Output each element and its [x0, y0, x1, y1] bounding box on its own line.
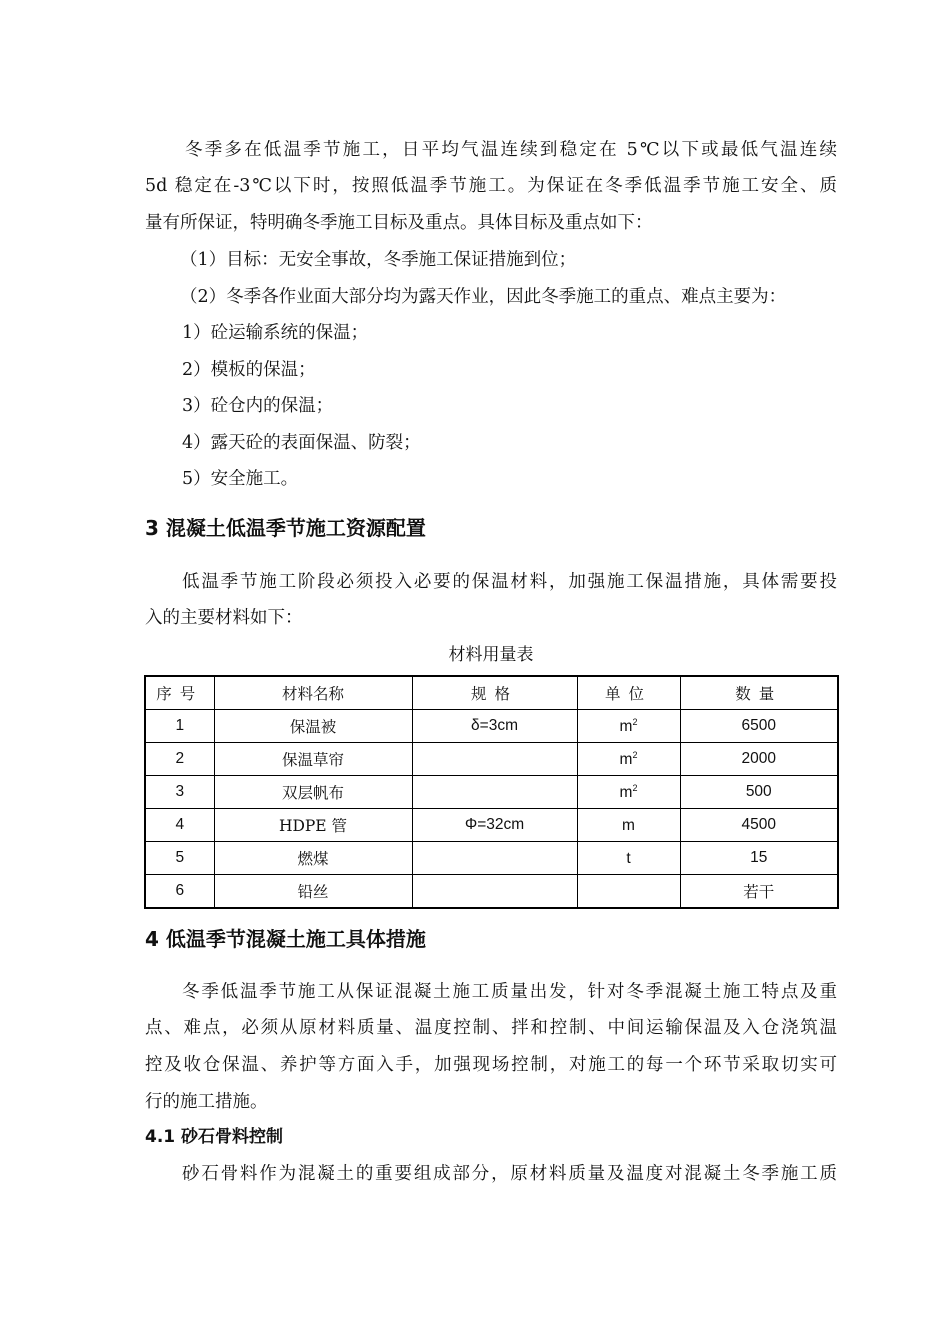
goal-line: （1）目标：无安全事故，冬季施工保证措施到位； [180, 250, 577, 270]
cell-unit: t [577, 842, 680, 875]
col-header-name: 材料名称 [214, 676, 412, 710]
table-header-row [145, 676, 838, 710]
cell-name: HDPE 管 [214, 809, 412, 842]
cell-spec: δ=3cm [412, 710, 577, 743]
intro-line-1: 冬季多在低温季节施工，日平均气温连续到稳定在 5℃以下或最低气温连续 [185, 140, 837, 160]
cell-spec: Φ=32cm [412, 809, 577, 842]
cell-spec [412, 776, 577, 809]
list-item: 3）砼仓内的保温； [182, 396, 334, 416]
cell-unit: m [577, 809, 680, 842]
cell-unit: $m^2$ [577, 710, 680, 743]
section-3-heading: 3 混凝土低温季节施工资源配置 [145, 516, 426, 540]
table-row [145, 710, 838, 743]
section-4-para-line-3: 控及收仓保温、养护等方面入手，加强现场控制，对施工的每一个环节采取切实可 [145, 1055, 837, 1075]
cell-no: 2 [145, 743, 214, 776]
cell-name: 保温被 [214, 710, 412, 743]
cell-unit [577, 875, 680, 909]
col-header-spec: 规格 [412, 676, 577, 710]
table-row [145, 809, 838, 842]
col-header-unit: 单位 [577, 676, 680, 710]
table-row [145, 776, 838, 809]
cell-no: 1 [145, 710, 214, 743]
list-item: 4）露天砼的表面保温、防裂； [182, 433, 421, 453]
list-item: 5）安全施工。 [182, 469, 299, 489]
cell-name: 双层帆布 [214, 776, 412, 809]
cell-qty: 15 [680, 842, 838, 875]
section-4-para-line-2: 点、难点，必须从原材料质量、温度控制、拌和控制、中间运输保温及入仓浇筑温 [145, 1018, 837, 1038]
intro-line-2: 5d 稳定在-3℃以下时，按照低温季节施工。为保证在冬季低温季节施工安全、质 [145, 176, 837, 196]
intro-line-3: 量有所保证，特明确冬季施工目标及重点。具体目标及重点如下： [145, 213, 653, 233]
cell-unit: $m^2$ [577, 743, 680, 776]
section-4-heading: 4 低温季节混凝土施工具体措施 [145, 927, 426, 951]
cell-no: 4 [145, 809, 214, 842]
cell-no: 3 [145, 776, 214, 809]
cell-spec [412, 875, 577, 909]
col-header-no: 序号 [145, 676, 214, 710]
cell-name: 燃煤 [214, 842, 412, 875]
materials-table [144, 675, 839, 909]
cell-name: 保温草帘 [214, 743, 412, 776]
section-4-para-line-4: 行的施工措施。 [145, 1092, 268, 1112]
cell-qty: 2000 [680, 743, 838, 776]
cell-qty: 6500 [680, 710, 838, 743]
table-caption: 材料用量表 [448, 645, 534, 665]
subsection-4-1-line-1: 砂石骨料作为混凝土的重要组成部分，原材料质量及温度对混凝土冬季施工质 [182, 1164, 837, 1184]
col-header-qty: 数量 [680, 676, 838, 710]
section-3-para-line-1: 低温季节施工阶段必须投入必要的保温材料，加强施工保温措施，具体需要投 [182, 572, 837, 592]
cell-spec [412, 743, 577, 776]
cell-no: 5 [145, 842, 214, 875]
table-row [145, 842, 838, 875]
cell-qty: 4500 [680, 809, 838, 842]
table-row [145, 743, 838, 776]
cell-qty: 若干 [680, 875, 838, 909]
cell-no: 6 [145, 875, 214, 909]
cell-name: 铅丝 [214, 875, 412, 909]
subsection-4-1-heading: 4.1 砂石骨料控制 [145, 1127, 284, 1147]
list-item: 1）砼运输系统的保温； [182, 323, 369, 343]
table-row [145, 875, 838, 909]
list-item: 2）模板的保温； [182, 360, 316, 380]
focus-line: （2）冬季各作业面大部分均为露天作业，因此冬季施工的重点、难点主要为： [180, 287, 787, 307]
cell-qty: 500 [680, 776, 838, 809]
cell-unit: $m^2$ [577, 776, 680, 809]
cell-spec [412, 842, 577, 875]
section-4-para-line-1: 冬季低温季节施工从保证混凝土施工质量出发，针对冬季混凝土施工特点及重 [182, 982, 837, 1002]
section-3-para-line-2: 入的主要材料如下： [145, 608, 303, 628]
